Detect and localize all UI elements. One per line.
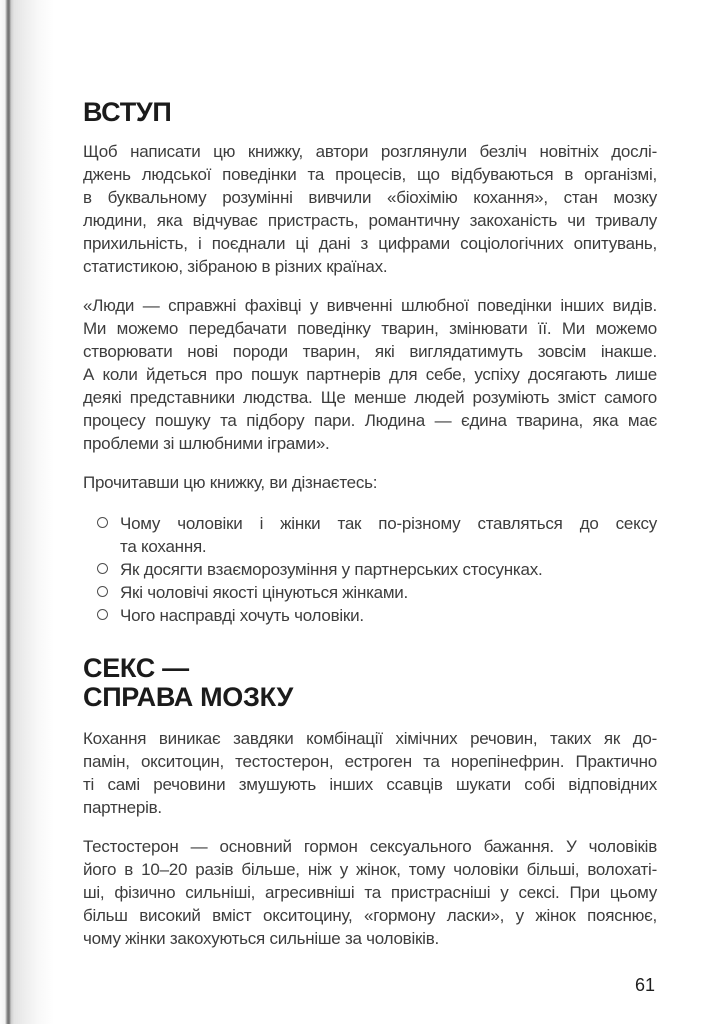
circle-bullet-icon: [83, 581, 120, 604]
circle-bullet-icon: [83, 512, 120, 558]
list-intro-text: Прочитавши цю книжку, ви дізнаєтесь:: [83, 473, 378, 492]
paragraph-quote: «Люди — справжні фахівці у вивченні шлюбної поведінки інших видів. Ми можемо передбачати поведінку тварин, змінювати її. Ми можемо створювати нові породи тварин, які виглядатимуть зовсім інакше. А коли йдеться про пошук партнерів для себе, успіху досягають лише деякі представники людства. Ще менше людей розуміють зміст самого процесу пошуку та підбору пари. Людина — єдина тварина, яка має проблеми зі шлюбними іграми».: [83, 296, 657, 453]
section-heading-seks-sprava-mozku: СЕКС — СПРАВА МОЗКУ: [83, 653, 293, 712]
paragraph-testosterone: Тестостерон — основний гормон сексуального бажання. У чоловіків його в 10–20 разів більше, ніж у жінок, тому чоловіки більші, волохаті- ші, фізично сильніші, агресивніші та пристрасніші у сексі. При цьому більш високий вміст окситоцину, «гормону ласки», у жінок пояснює, чому жінки закохуються сильніше за чоловіків.: [83, 837, 657, 948]
page-spine-shadow: [0, 0, 54, 1024]
list-item: [83, 558, 657, 581]
paragraph-intro-book: Щоб написати цю книжку, автори розглянули безліч новітніх дослі- джень людської поведінки та процесів, що відбуваються в організмі, в буквальному розумінні вивчили «біохімію кохання», стан мозку людини, яка відчуває пристрасть, романтичну закоханість чи тривалу прихильність, і поєднали ці дані з цифрами соціологічних опитувань, статистикою, зібраною в різних країнах.: [83, 142, 657, 276]
bullet-list: [83, 512, 657, 627]
page-content: [83, 97, 657, 966]
circle-bullet-icon: [83, 558, 120, 581]
list-item: [83, 512, 657, 558]
section-heading-vstup: ВСТУП: [83, 97, 172, 127]
page-number: 61: [634, 975, 655, 995]
list-item: [83, 604, 657, 627]
circle-bullet-icon: [83, 604, 120, 627]
list-item-text: Чого насправді хочуть чоловіки.: [120, 606, 364, 625]
list-item-text: Які чоловічі якості цінуються жінками.: [120, 583, 409, 602]
list-item-text: Чому чоловіки і жінки так по-різному ставляться до сексу та кохання.: [120, 514, 657, 556]
paragraph-chemistry: Кохання виникає завдяки комбінації хімічних речовин, таких як до- памін, окситоцин, тестостерон, естроген та норепінефрин. Практично ті самі речовини змушують інших ссавців шукати собі відповідних партнерів.: [83, 729, 657, 817]
list-intro: [83, 471, 657, 494]
list-item: [83, 581, 657, 604]
list-item-text: Як досягти взаєморозуміння у партнерських стосунках.: [120, 560, 543, 579]
